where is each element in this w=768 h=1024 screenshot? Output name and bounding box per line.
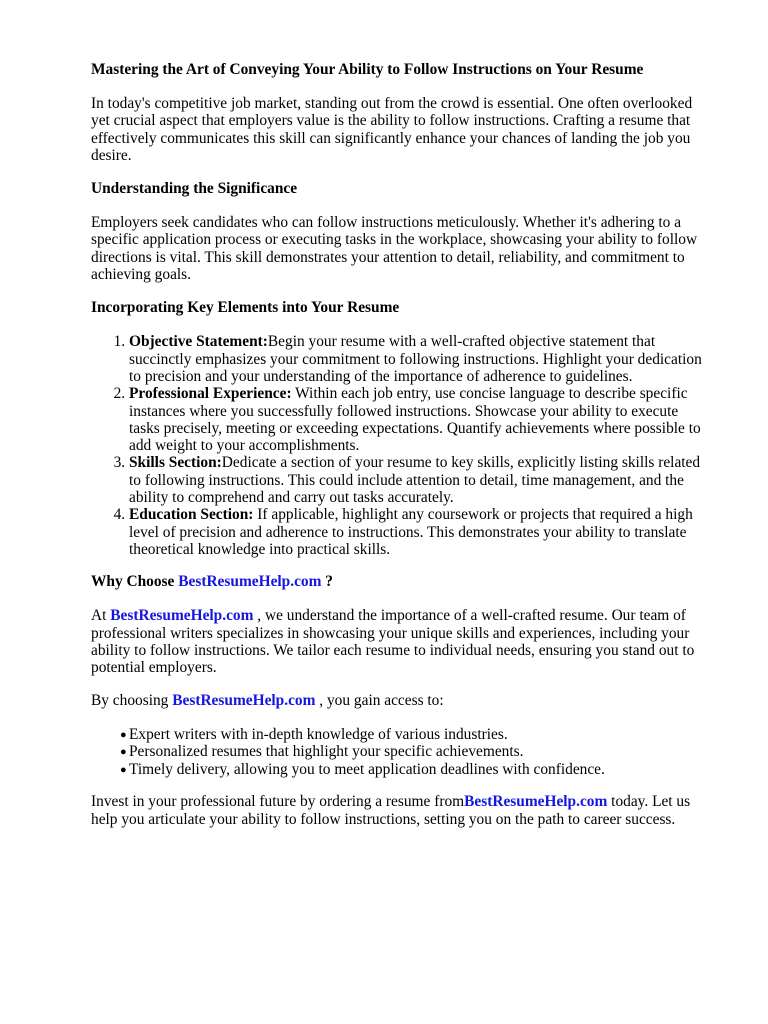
para-suffix: today. Let us help you articulate your ability to follow instructions, setting you on the path to career success. [91, 793, 691, 828]
access-site-link[interactable]: BestResumeHelp.com [172, 692, 316, 710]
about-site-link[interactable]: BestResumeHelp.com [110, 607, 254, 625]
item-text: Dedicate a section of your resume to key skills, explicitly listing skills related to following instructions. This could include attention to detail, time management, and the ability to comprehend and carry out tasks accurately. [129, 454, 701, 507]
item-text: Within each job entry, use concise language to describe specific instances where you successfully followed instructions. Showcase your ability to execute tasks precisely, meeting or exceeding expectations. Quantify achievements where possible to add weight to your accomplishments. [129, 385, 701, 455]
section-heading-why-choose [91, 573, 710, 591]
para-prefix: Invest in your professional future by ordering a resume from [91, 793, 465, 811]
bullet-icon: ● [120, 728, 127, 741]
bullet-icon: ● [120, 746, 127, 759]
benefits-list [91, 726, 710, 779]
heading-site-link[interactable]: BestResumeHelp.com [178, 573, 322, 591]
significance-paragraph: Employers seek candidates who can follow instructions meticulously. Whether it's adhering to a specific application process or executing tasks in the workplace, showcasing your ability to follow directions is vital. This skill demonstrates your attention to detail, reliability, and commitment to achieving goals. [91, 214, 698, 284]
list-item-education [129, 506, 710, 558]
document-title: Mastering the Art of Conveying Your Ability to Follow Instructions on Your Resume [91, 61, 644, 78]
para-suffix: , you gain access to: [315, 692, 444, 710]
heading-suffix: ? [321, 573, 333, 591]
item-label: Skills Section: [129, 454, 222, 472]
heading-prefix: Why Choose [91, 573, 179, 591]
bullet-icon: ● [120, 763, 127, 776]
list-item [120, 743, 710, 761]
para-suffix: , we understand the importance of a well-crafted resume. Our team of professional writers specializes in showcasing your unique skills and experiences, including your ability to follow instructions. We tailor each resume to individual needs, ensuring you stand out to potential employers. [91, 607, 695, 677]
item-text: If applicable, highlight any coursework or projects that required a high level of precision and adherence to instructions. This demonstrates your ability to translate theoretical knowledge into practical skills. [129, 506, 693, 558]
section-heading-key-elements: Incorporating Key Elements into Your Resume [91, 299, 400, 317]
list-item [120, 726, 710, 744]
list-item [120, 761, 710, 779]
closing-paragraph [91, 793, 710, 828]
section-heading-significance: Understanding the Significance [91, 180, 298, 198]
bullet-text: Timely delivery, allowing you to meet application deadlines with confidence. [129, 760, 605, 778]
para-prefix: At [91, 607, 111, 625]
list-item-skills [129, 454, 710, 506]
closing-site-link[interactable]: BestResumeHelp.com [464, 793, 608, 811]
item-label: Professional Experience: [129, 385, 292, 403]
item-label: Objective Statement: [129, 333, 268, 351]
key-elements-list [91, 333, 710, 558]
item-label: Education Section: [129, 506, 254, 524]
bullet-text: Personalized resumes that highlight your specific achievements. [129, 743, 524, 761]
intro-paragraph: In today's competitive job market, standing out from the crowd is essential. One often overlooked yet crucial aspect that employers value is the ability to follow instructions. Crafting a resume that effectively communicates this skill can significantly enhance your chances of landing the job you desire. [91, 95, 693, 164]
about-paragraph [91, 607, 710, 676]
para-prefix: By choosing [91, 692, 173, 710]
access-paragraph [91, 692, 710, 709]
list-item-objective [129, 333, 710, 385]
list-item-experience [129, 385, 710, 454]
bullet-text: Expert writers with in-depth knowledge of various industries. [129, 725, 508, 743]
item-text: Begin your resume with a well-crafted objective statement that succinctly emphasizes your commitment to following instructions. Highlight your dedication to precision and your understanding of the importance of adherence to guidelines. [129, 333, 702, 385]
